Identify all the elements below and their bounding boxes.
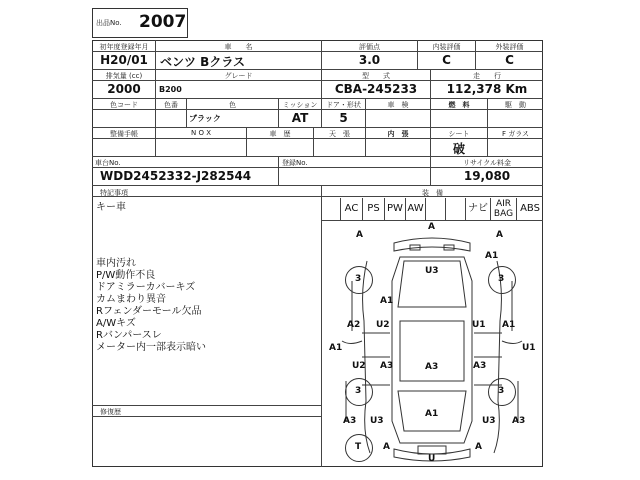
damage-code: U2 (352, 361, 366, 371)
equipment-label: 装 備 (422, 189, 443, 197)
equip-abs: ABS (520, 203, 540, 214)
grade-value: B200 (159, 85, 182, 94)
equip-navi: ナビ (468, 203, 488, 214)
damage-code: A2 (347, 320, 361, 330)
inspection-label: 車 検 (387, 101, 409, 109)
model-value: CBA-245233 (334, 82, 418, 96)
model-label: 型 式 (362, 72, 390, 80)
damage-code: U1 (522, 343, 536, 353)
notes-top: キー車 (96, 202, 126, 213)
equip-airbag: AIR BAG (493, 199, 514, 219)
score-value: 3.0 (358, 53, 381, 67)
equip-ac: AC (344, 203, 359, 214)
repair-label: 修復歴 (100, 408, 121, 416)
equip-pw: PW (387, 203, 403, 214)
damage-code: A1 (485, 251, 499, 261)
mileage-value: 112,378 Km (446, 82, 528, 96)
note-line: Rフェンダーモール欠品 (96, 306, 202, 317)
damage-code: A3 (473, 361, 487, 371)
maintenance-label: 整備手帳 (110, 130, 138, 138)
seat-value: 破 (452, 142, 465, 156)
displacement-value: 2000 (107, 82, 141, 96)
roof-label: 天 張 (329, 130, 350, 138)
doors-label: ドア・形状 (326, 101, 361, 109)
history-label: 車 歴 (269, 130, 291, 138)
mileage-label: 走 行 (473, 72, 501, 80)
damage-code: U2 (376, 320, 390, 330)
fuel-label: 燃 料 (448, 101, 470, 109)
reg-year-value: H20/01 (100, 53, 148, 67)
damage-code: U1 (472, 320, 486, 330)
damage-code: A3 (380, 361, 394, 371)
color-label: 色 (229, 101, 236, 109)
score-label: 評価点 (359, 43, 380, 51)
damage-code: A3 (512, 416, 526, 426)
reg-no-label: 登録No. (282, 159, 308, 167)
lot-label: 出品No. (96, 19, 122, 27)
note-line: ドアミラーカバーキズ (96, 282, 196, 293)
note-line: A/Wキズ (96, 318, 136, 329)
note-line: カムまわり異音 (96, 294, 166, 305)
tire-code: T (355, 442, 362, 452)
tire-code: 3 (355, 386, 362, 396)
damage-code: U (428, 454, 436, 464)
reg-year-label: 初年度登録年月 (99, 43, 149, 51)
drive-label: 駆 動 (505, 101, 526, 109)
recycle-label: リサイクル料金 (462, 159, 512, 167)
damage-code: U3 (425, 266, 439, 276)
glass-label: F ガラス (501, 130, 530, 138)
color-value: ブラック (189, 114, 221, 123)
car-name-value: ベンツ Bクラス (160, 55, 245, 69)
tire-code: 3 (498, 274, 505, 284)
damage-code: A1 (329, 343, 343, 353)
tire-code: 3 (355, 274, 362, 284)
ext-grade-label: 外装評価 (495, 43, 524, 51)
lot-number: 2007 (139, 12, 187, 32)
mission-label: ミッション (282, 101, 318, 109)
tire-code: 3 (498, 386, 505, 396)
mission-value: AT (291, 111, 309, 125)
grade-label: グレード (224, 72, 253, 80)
nox-label: N O X (191, 129, 211, 137)
damage-code: A (428, 222, 435, 232)
damage-code: A1 (425, 409, 439, 419)
chassis-value: WDD2452332-J282544 (100, 169, 252, 183)
doors-value: 5 (339, 111, 348, 125)
damage-code: U3 (482, 416, 496, 426)
interior-label: 内 張 (387, 130, 409, 138)
car-name-label: 車 名 (224, 43, 253, 51)
damage-code: A3 (425, 362, 439, 372)
car-diagram (322, 221, 542, 467)
damage-code: A1 (502, 320, 516, 330)
notes-label: 特記事項 (100, 189, 128, 197)
damage-code: A3 (343, 416, 357, 426)
seat-label: シート (448, 130, 470, 138)
displacement-label: 排気量 (cc) (105, 72, 143, 80)
damage-code: A (475, 442, 482, 452)
ext-grade-value: C (505, 53, 514, 67)
equip-ps: PS (367, 203, 380, 214)
note-line: Rバンパースレ (96, 330, 162, 341)
damage-code: A1 (380, 296, 394, 306)
int-grade-label: 内装評価 (432, 43, 461, 51)
damage-code: A (356, 230, 363, 240)
chassis-label: 車台No. (95, 159, 121, 167)
note-line: メーター内一部表示暗い (96, 342, 206, 353)
note-line: 車内汚れ (96, 258, 136, 269)
damage-code: A (383, 442, 390, 452)
damage-code: A (496, 230, 503, 240)
recycle-value: 19,080 (463, 169, 511, 183)
equip-aw: AW (407, 203, 424, 214)
color-code-label: 色コード (110, 101, 138, 109)
int-grade-value: C (442, 53, 451, 67)
color-no-label: 色番 (164, 101, 178, 109)
note-line: P/W動作不良 (96, 270, 156, 281)
damage-code: U3 (370, 416, 384, 426)
notes-list (96, 258, 206, 354)
